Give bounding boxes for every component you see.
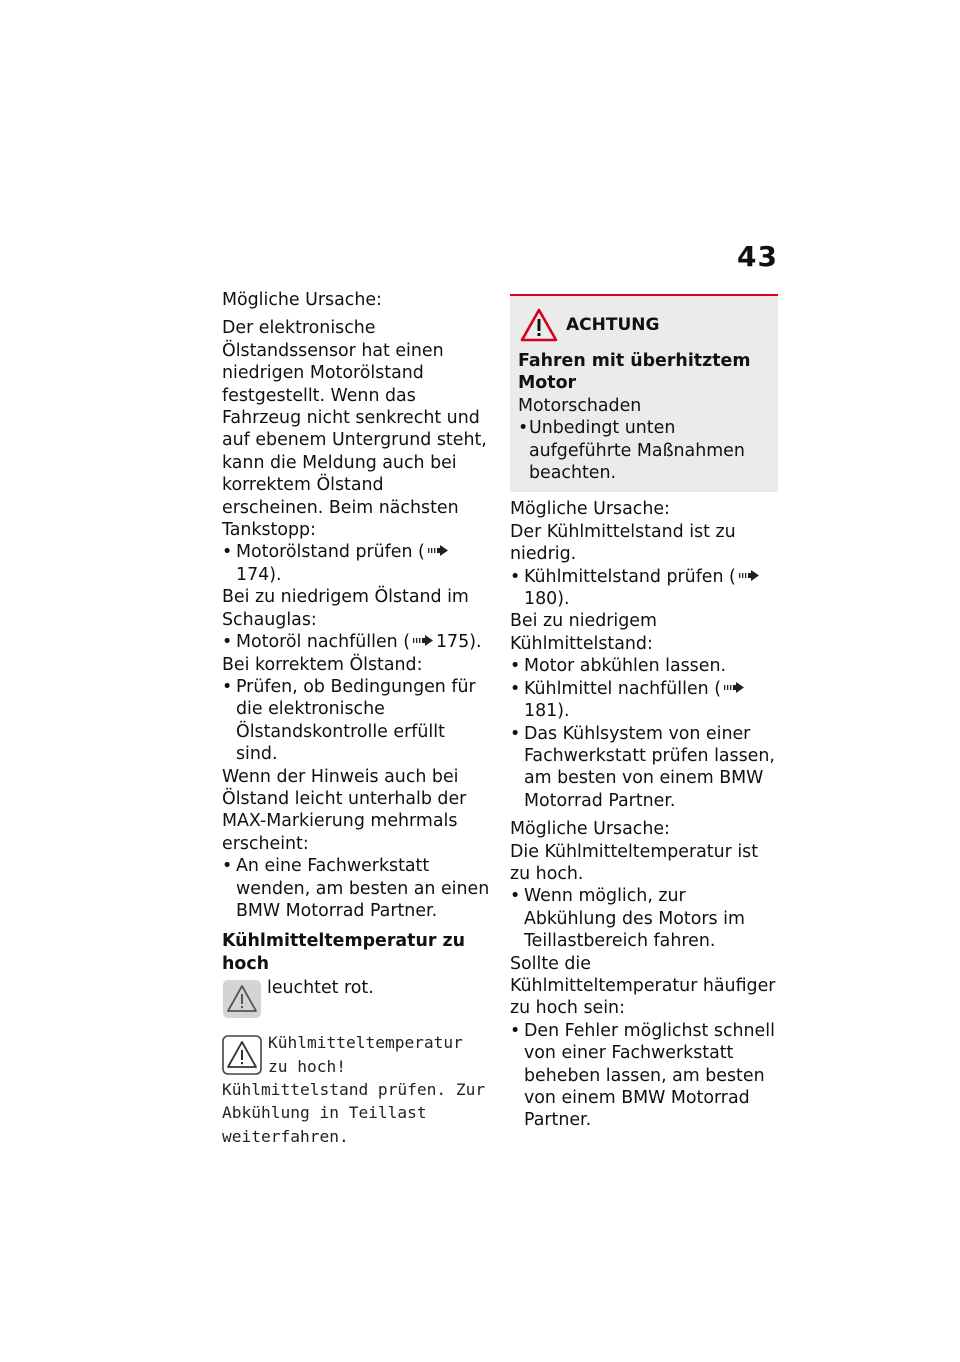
list-item: • Motoröl nachfüllen ( 175). (222, 631, 490, 653)
display-message (222, 1031, 490, 1148)
list-item: • Das Kühlsystem von einer Fachwerkstatt prüfen lassen, am besten von einem BMW Motorrad Partner. (510, 723, 778, 813)
list-item: • Kühlmittel nachfüllen (181). (510, 678, 778, 723)
warning-box (510, 294, 778, 492)
low-coolant-label: Bei zu niedrigem Kühlmittelstand: (510, 611, 657, 654)
arrow-right-icon (428, 545, 448, 556)
page-number: 43 (737, 240, 778, 273)
cause-text: Der Kühlmittelstand ist zu niedrig. (510, 521, 736, 565)
cause-text: Der elektronische Ölstandssensor hat einen niedrigen Motorölstand festgestellt. Wenn das Fahrzeug nicht senkrecht und auf ebenem Untergrund steht, kann die Meldung auch bei korrektem Ölstand erscheinen. Beim nächsten Tankstopp: (222, 318, 487, 541)
arrow-right-icon (739, 570, 759, 581)
page-ref-link[interactable]: 174 (236, 564, 270, 585)
repeat-label: Wenn der Hinweis auch bei Ölstand leicht unterhalb der MAX-Markierung mehrmals erscheint: (222, 766, 467, 854)
warning-triangle-icon (222, 1035, 262, 1075)
correct-oil-label: Bei korrektem Ölstand: (222, 654, 423, 675)
list-item: • Den Fehler möglichst schnell von einer Fachwerkstatt beheben lassen, am besten von einem BMW Motorrad Partner. (510, 1020, 778, 1132)
warning-triangle-icon (520, 308, 558, 342)
warning-triangle-icon (222, 979, 262, 1019)
display-text: Kühlmitteltemperatur zu hoch! Kühlmittelstand prüfen. Zur Abkühlung in Teillast weiterfahren. (222, 1033, 486, 1146)
often-label: Sollte die Kühlmitteltemperatur häufiger zu hoch sein: (510, 953, 776, 1019)
arrow-right-icon (724, 682, 744, 693)
list-item: • An eine Fachwerkstatt wenden, am besten an einen BMW Motorrad Partner. (222, 855, 490, 922)
page-ref-link[interactable]: 180 (524, 589, 558, 610)
page-ref-link[interactable]: 181 (524, 701, 558, 722)
cause-text: Die Kühlmitteltemperatur ist zu hoch. (510, 841, 759, 884)
warning-title: ACHTUNG (566, 314, 660, 335)
arrow-right-icon (413, 635, 433, 646)
left-column (222, 289, 490, 1148)
low-oil-label: Bei zu niedrigem Ölstand im Schauglas: (222, 587, 469, 630)
list-item: • Prüfen, ob Bedingungen für die elektronische Ölstandskontrolle erfüllt sind. (222, 676, 490, 766)
list-item: • Motor abkühlen lassen. (510, 655, 778, 677)
cause-label: Mögliche Ursache: (510, 499, 670, 520)
list-item: • Wenn möglich, zur Abkühlung des Motors im Teillastbereich fahren. (510, 885, 778, 952)
warning-bullet: • Unbedingt unten aufgeführte Maßnahmen beachten. (518, 417, 770, 484)
section-heading: Kühlmitteltemperatur zu hoch (222, 931, 465, 974)
list-item: • Motorölstand prüfen (174). (222, 541, 490, 586)
warning-subtitle: Fahren mit überhitztem Motor (518, 351, 751, 394)
list-item: • Kühlmittelstand prüfen (180). (510, 566, 778, 611)
right-column (510, 294, 778, 1132)
warning-consequence: Motorschaden (518, 395, 642, 416)
cause-label: Mögliche Ursache: (510, 819, 670, 840)
indicator-row (222, 977, 490, 1019)
indicator-text: leuchtet rot. (267, 978, 374, 999)
warning-header (520, 308, 770, 342)
page-ref-link[interactable]: 175 (435, 632, 470, 653)
cause-label: Mögliche Ursache: (222, 290, 382, 310)
